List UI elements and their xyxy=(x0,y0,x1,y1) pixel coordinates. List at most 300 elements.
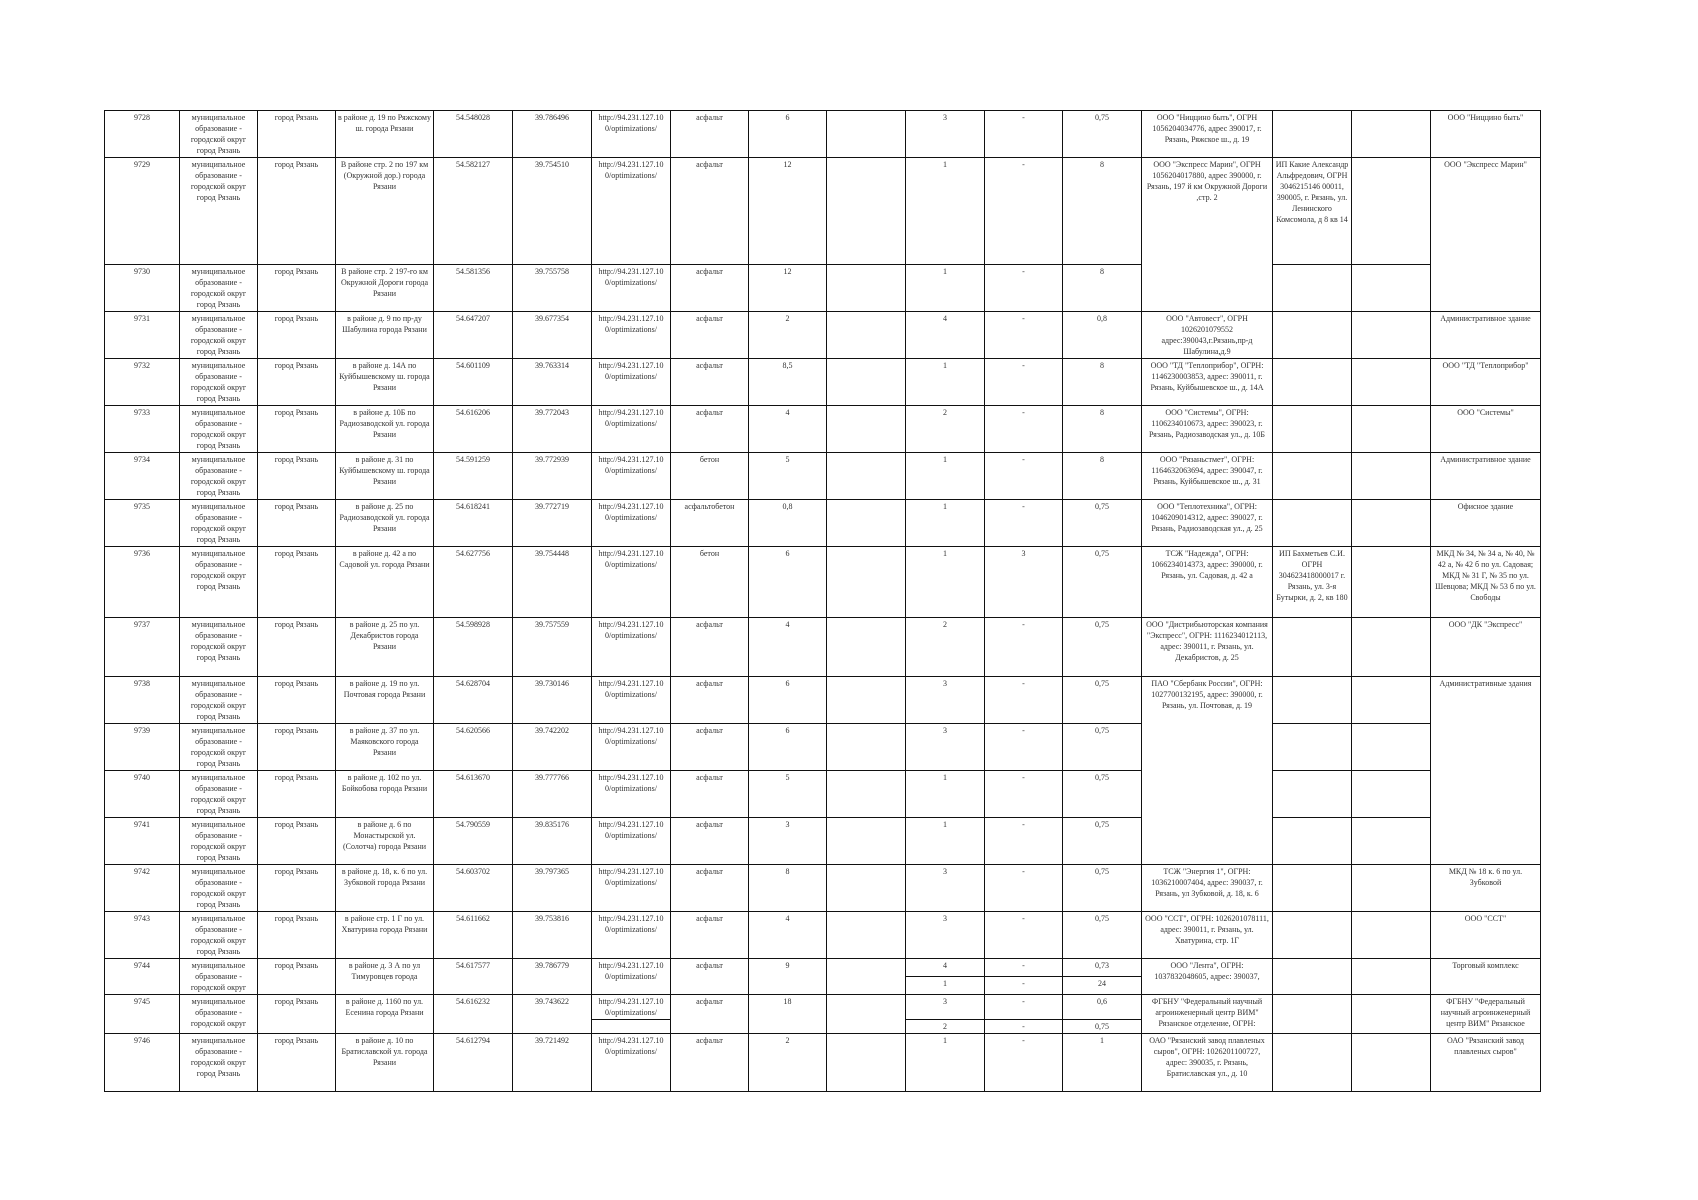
planned-cell: - xyxy=(985,959,1063,977)
area-cell: 6 xyxy=(749,724,827,771)
municipality-cell: муниципальное образование - городской округ город Рязань xyxy=(180,158,258,265)
area-cell: 6 xyxy=(749,547,827,618)
area-cell: 6 xyxy=(749,677,827,724)
url-cell: http://94.231.127.10 0/optimizations/ xyxy=(592,995,671,1020)
empty-cell xyxy=(1352,453,1431,500)
planned-cell: - xyxy=(985,977,1063,995)
city-cell: город Рязань xyxy=(258,406,336,453)
longitude-cell: 39.754510 xyxy=(513,158,592,265)
cover-cell: асфальт xyxy=(671,865,749,912)
planned-cell: 3 xyxy=(985,547,1063,618)
source-cell: Административное здание xyxy=(1431,453,1541,500)
volume-cell: 0,75 xyxy=(1063,818,1142,865)
owner-cell: ООО "Лента", ОГРН: 1037832048605, адрес: 390037, xyxy=(1142,959,1273,995)
planned-cell: - xyxy=(985,912,1063,959)
longitude-cell: 39.721492 xyxy=(513,1034,592,1092)
table-row xyxy=(105,500,1541,547)
source-cell: ОАО "Рязанский завод плавленых сыров" xyxy=(1431,1034,1541,1092)
source-cell: МКД № 34, № 34 а, № 40, № 42 а, № 42 б по ул. Садовая; МКД № 31 Г, № 35 по ул. Шевцова; МКД № 53 б по ул. Свободы xyxy=(1431,547,1541,618)
table-row xyxy=(105,995,1541,1020)
cover-cell: асфальт xyxy=(671,406,749,453)
empty-cell xyxy=(827,359,906,406)
city-cell: город Рязань xyxy=(258,912,336,959)
url-cell: http://94.231.127.10 0/optimizations/ xyxy=(592,959,671,995)
volume-cell: 0,8 xyxy=(1063,312,1142,359)
empty-cell xyxy=(827,312,906,359)
empty-cell xyxy=(1352,995,1431,1034)
row-number: 9744 xyxy=(105,959,180,995)
latitude-cell: 54.591259 xyxy=(434,453,513,500)
empty-cell xyxy=(827,959,906,995)
latitude-cell: 54.617577 xyxy=(434,959,513,995)
longitude-cell: 39.797365 xyxy=(513,865,592,912)
containers-cell: 1 xyxy=(906,547,985,618)
table-row xyxy=(105,158,1541,265)
empty-cell xyxy=(592,1020,671,1034)
latitude-cell: 54.582127 xyxy=(434,158,513,265)
volume-cell: 0,75 xyxy=(1063,618,1142,677)
address-cell: в районе д. 1160 по ул. Есенина города Рязани xyxy=(336,995,434,1034)
row-number: 9729 xyxy=(105,158,180,265)
volume-cell: 8 xyxy=(1063,406,1142,453)
cover-cell: асфальт xyxy=(671,959,749,995)
url-cell: http://94.231.127.10 0/optimizations/ xyxy=(592,453,671,500)
row-number: 9746 xyxy=(105,1034,180,1092)
ip-cell xyxy=(1273,959,1352,995)
planned-cell: - xyxy=(985,618,1063,677)
empty-cell xyxy=(1352,111,1431,158)
planned-cell: - xyxy=(985,1020,1063,1034)
planned-cell: - xyxy=(985,406,1063,453)
longitude-cell: 39.742202 xyxy=(513,724,592,771)
row-number: 9741 xyxy=(105,818,180,865)
url-cell: http://94.231.127.10 0/optimizations/ xyxy=(592,111,671,158)
volume-cell: 0,73 xyxy=(1063,959,1142,977)
ip-cell xyxy=(1273,995,1352,1034)
empty-cell xyxy=(1352,1034,1431,1092)
containers-cell: 4 xyxy=(906,312,985,359)
source-cell: ООО "ССТ" xyxy=(1431,912,1541,959)
empty-cell xyxy=(827,865,906,912)
empty-cell xyxy=(827,724,906,771)
area-cell: 5 xyxy=(749,771,827,818)
area-cell: 9 xyxy=(749,959,827,995)
latitude-cell: 54.627756 xyxy=(434,547,513,618)
ip-cell xyxy=(1273,406,1352,453)
ip-cell xyxy=(1273,500,1352,547)
table-row xyxy=(105,865,1541,912)
city-cell: город Рязань xyxy=(258,500,336,547)
cover-cell: асфальт xyxy=(671,912,749,959)
city-cell: город Рязань xyxy=(258,995,336,1034)
latitude-cell: 54.620566 xyxy=(434,724,513,771)
empty-cell xyxy=(1352,724,1431,771)
row-number: 9733 xyxy=(105,406,180,453)
table-row xyxy=(105,618,1541,677)
latitude-cell: 54.611662 xyxy=(434,912,513,959)
cover-cell: асфальт xyxy=(671,1034,749,1092)
longitude-cell: 39.786496 xyxy=(513,111,592,158)
source-cell: Торговый комплекс xyxy=(1431,959,1541,995)
containers-cell: 3 xyxy=(906,865,985,912)
volume-cell: 8 xyxy=(1063,158,1142,265)
empty-cell xyxy=(1352,677,1431,724)
table-row xyxy=(105,724,1541,771)
municipality-cell: муниципальное образование - городской округ город Рязань xyxy=(180,547,258,618)
volume-cell: 0,75 xyxy=(1063,912,1142,959)
containers-cell: 3 xyxy=(906,677,985,724)
ip-cell: ИП Бахметьев С.И. ОГРН 304623418000017 г. Рязань, ул. 3-я Бутырки, д. 2, кв 180 xyxy=(1273,547,1352,618)
area-cell: 4 xyxy=(749,406,827,453)
latitude-cell: 54.616232 xyxy=(434,995,513,1034)
containers-cell: 4 xyxy=(906,959,985,977)
planned-cell: - xyxy=(985,771,1063,818)
table-row xyxy=(105,1034,1541,1092)
empty-cell xyxy=(827,818,906,865)
ip-cell xyxy=(1273,771,1352,818)
cover-cell: асфальтобетон xyxy=(671,500,749,547)
planned-cell: - xyxy=(985,724,1063,771)
owner-cell: ООО "Автовест", ОГРН 1026201079552 адрес:390043,г.Рязань,пр-д Шабулина,д.9 xyxy=(1142,312,1273,359)
municipality-cell: муниципальное образование - городской округ город Рязань xyxy=(180,500,258,547)
longitude-cell: 39.677354 xyxy=(513,312,592,359)
empty-cell xyxy=(1352,771,1431,818)
empty-cell xyxy=(827,158,906,265)
longitude-cell: 39.772043 xyxy=(513,406,592,453)
volume-cell: 0,75 xyxy=(1063,865,1142,912)
url-cell: http://94.231.127.10 0/optimizations/ xyxy=(592,912,671,959)
latitude-cell: 54.790559 xyxy=(434,818,513,865)
containers-cell: 2 xyxy=(906,1020,985,1034)
empty-cell xyxy=(1352,312,1431,359)
containers-cell: 2 xyxy=(906,406,985,453)
municipality-cell: муниципальное образование - городской округ город Рязань xyxy=(180,771,258,818)
area-cell: 18 xyxy=(749,995,827,1034)
empty-cell xyxy=(1352,158,1431,265)
planned-cell: - xyxy=(985,312,1063,359)
empty-cell xyxy=(1352,500,1431,547)
empty-cell xyxy=(1352,865,1431,912)
table-row xyxy=(105,406,1541,453)
address-cell: В районе стр. 2 по 197 км (Окружной дор.) города Рязани xyxy=(336,158,434,265)
containers-cell: 3 xyxy=(906,995,985,1020)
empty-cell xyxy=(1352,406,1431,453)
municipality-cell: муниципальное образование - городской округ xyxy=(180,959,258,995)
empty-cell xyxy=(1352,912,1431,959)
url-cell: http://94.231.127.10 0/optimizations/ xyxy=(592,771,671,818)
empty-cell xyxy=(827,677,906,724)
containers-cell: 1 xyxy=(906,158,985,265)
source-cell: ООО "Ниццино быть" xyxy=(1431,111,1541,158)
owner-cell: ООО "ССТ", ОГРН: 1026201078111, адрес: 390011, г. Рязань, ул. Хватурина, стр. 1Г xyxy=(1142,912,1273,959)
table-row xyxy=(105,312,1541,359)
longitude-cell: 39.753816 xyxy=(513,912,592,959)
longitude-cell: 39.755758 xyxy=(513,265,592,312)
source-cell: МКД № 18 к. 6 по ул. Зубковой xyxy=(1431,865,1541,912)
volume-cell: 0,75 xyxy=(1063,500,1142,547)
row-number: 9738 xyxy=(105,677,180,724)
ip-cell xyxy=(1273,265,1352,312)
url-cell: http://94.231.127.10 0/optimizations/ xyxy=(592,677,671,724)
longitude-cell: 39.754448 xyxy=(513,547,592,618)
containers-cell: 1 xyxy=(906,453,985,500)
ip-cell xyxy=(1273,677,1352,724)
address-cell: в районе д. 37 по ул. Маяковского города Рязани xyxy=(336,724,434,771)
planned-cell: - xyxy=(985,453,1063,500)
latitude-cell: 54.601109 xyxy=(434,359,513,406)
empty-cell xyxy=(1352,359,1431,406)
longitude-cell: 39.730146 xyxy=(513,677,592,724)
row-number: 9742 xyxy=(105,865,180,912)
city-cell: город Рязань xyxy=(258,265,336,312)
address-cell: в районе д. 6 по Монастырской ул. (Солотча) города Рязани xyxy=(336,818,434,865)
volume-cell: 0,75 xyxy=(1063,771,1142,818)
longitude-cell: 39.772939 xyxy=(513,453,592,500)
planned-cell: - xyxy=(985,158,1063,265)
address-cell: в районе д. 14А по Куйбышевскому ш. города Рязани xyxy=(336,359,434,406)
empty-cell xyxy=(1352,618,1431,677)
area-cell: 4 xyxy=(749,912,827,959)
empty-cell xyxy=(827,618,906,677)
url-cell: http://94.231.127.10 0/optimizations/ xyxy=(592,818,671,865)
empty-cell xyxy=(827,406,906,453)
ip-cell xyxy=(1273,818,1352,865)
source-cell: Административные здания xyxy=(1431,677,1541,865)
area-cell: 4 xyxy=(749,618,827,677)
owner-cell: ООО "Ниццино быть", ОГРН 1056204034776, адрес 390017, г. Рязань, Ряжское ш., д. 19 xyxy=(1142,111,1273,158)
cover-cell: асфальт xyxy=(671,265,749,312)
municipality-cell: муниципальное образование - городской округ город Рязань xyxy=(180,818,258,865)
latitude-cell: 54.613670 xyxy=(434,771,513,818)
owner-cell: ТСЖ "Надежда", ОГРН: 1066234014373, адрес: 390000, г. Рязань, ул. Садовая, д. 42 а xyxy=(1142,547,1273,618)
table-row xyxy=(105,265,1541,312)
address-cell: в районе д. 31 по Куйбышевскому ш. города Рязани xyxy=(336,453,434,500)
row-number: 9730 xyxy=(105,265,180,312)
cover-cell: асфальт xyxy=(671,995,749,1034)
source-cell: ООО "ДК "Экспресс" xyxy=(1431,618,1541,677)
owner-cell: ООО "Теплотехника", ОГРН: 1046209014312, адрес: 390027, г. Рязань, Радиозаводская ул., д. 25 xyxy=(1142,500,1273,547)
url-cell: http://94.231.127.10 0/optimizations/ xyxy=(592,359,671,406)
url-cell: http://94.231.127.10 0/optimizations/ xyxy=(592,500,671,547)
area-cell: 2 xyxy=(749,1034,827,1092)
city-cell: город Рязань xyxy=(258,111,336,158)
containers-cell: 1 xyxy=(906,818,985,865)
volume-cell: 1 xyxy=(1063,1034,1142,1092)
longitude-cell: 39.786779 xyxy=(513,959,592,995)
url-cell: http://94.231.127.10 0/optimizations/ xyxy=(592,724,671,771)
owner-cell: ОАО "Рязанский завод плавленых сыров", ОГРН: 1026201100727, адрес: 390035, г. Рязань, Братиславская ул., д. 10 xyxy=(1142,1034,1273,1092)
planned-cell: - xyxy=(985,265,1063,312)
municipality-cell: муниципальное образование - городской округ город Рязань xyxy=(180,865,258,912)
area-cell: 8 xyxy=(749,865,827,912)
cover-cell: асфальт xyxy=(671,724,749,771)
volume-cell: 0,75 xyxy=(1063,724,1142,771)
area-cell: 0,8 xyxy=(749,500,827,547)
empty-cell xyxy=(827,995,906,1034)
url-cell: http://94.231.127.10 0/optimizations/ xyxy=(592,865,671,912)
city-cell: город Рязань xyxy=(258,1034,336,1092)
owner-cell: ООО "Системы", ОГРН: 1106234010673, адрес: 390023, г. Рязань, Радиозаводская ул., д. 10Б xyxy=(1142,406,1273,453)
address-cell: в районе д. 19 по Ряжскому ш. города Рязани xyxy=(336,111,434,158)
owner-cell: ФГБНУ "Федеральный научный агроинженерный центр ВИМ" Рязанское отделение, ОГРН: xyxy=(1142,995,1273,1034)
area-cell: 3 xyxy=(749,818,827,865)
municipality-cell: муниципальное образование - городской округ город Рязань xyxy=(180,406,258,453)
empty-cell xyxy=(827,111,906,158)
containers-cell: 1 xyxy=(906,500,985,547)
municipality-cell: муниципальное образование - городской округ город Рязань xyxy=(180,618,258,677)
ip-cell xyxy=(1273,912,1352,959)
municipality-cell: муниципальное образование - городской округ город Рязань xyxy=(180,912,258,959)
table-row xyxy=(105,959,1541,977)
city-cell: город Рязань xyxy=(258,959,336,995)
row-number: 9743 xyxy=(105,912,180,959)
city-cell: город Рязань xyxy=(258,724,336,771)
ip-cell xyxy=(1273,618,1352,677)
planned-cell: - xyxy=(985,1034,1063,1092)
empty-cell xyxy=(1352,959,1431,995)
ip-cell xyxy=(1273,724,1352,771)
city-cell: город Рязань xyxy=(258,359,336,406)
owner-cell: ТСЖ "Энергия 1", ОГРН: 1036210007404, адрес: 390037, г. Рязань, ул Зубковой, д. 18, к. 6 xyxy=(1142,865,1273,912)
table-row xyxy=(105,111,1541,158)
address-cell: в районе д. 102 по ул. Бойкобова города Рязани xyxy=(336,771,434,818)
containers-cell: 1 xyxy=(906,1034,985,1092)
volume-cell: 0,6 xyxy=(1063,995,1142,1020)
address-cell: в районе д. 25 по Радиозаводской ул. города Рязани xyxy=(336,500,434,547)
row-number: 9731 xyxy=(105,312,180,359)
cover-cell: асфальт xyxy=(671,677,749,724)
source-cell: ФГБНУ "Федеральный научный агроинженерный центр ВИМ" Рязанское xyxy=(1431,995,1541,1034)
table-row xyxy=(105,771,1541,818)
latitude-cell: 54.581356 xyxy=(434,265,513,312)
owner-cell: ООО "ТД "Теплоприбор", ОГРН: 1146230003853, адрес: 390011, г. Рязань, Куйбышевское ш., д. 14А xyxy=(1142,359,1273,406)
address-cell: в районе д. 10Б по Радиозаводской ул. города Рязани xyxy=(336,406,434,453)
cover-cell: асфальт xyxy=(671,158,749,265)
latitude-cell: 54.548028 xyxy=(434,111,513,158)
longitude-cell: 39.743622 xyxy=(513,995,592,1034)
municipality-cell: муниципальное образование - городской округ город Рязань xyxy=(180,265,258,312)
municipality-cell: муниципальное образование - городской округ xyxy=(180,995,258,1034)
empty-cell xyxy=(1352,547,1431,618)
row-number: 9740 xyxy=(105,771,180,818)
municipality-cell: муниципальное образование - городской округ город Рязань xyxy=(180,724,258,771)
latitude-cell: 54.616206 xyxy=(434,406,513,453)
planned-cell: - xyxy=(985,818,1063,865)
volume-cell: 0,75 xyxy=(1063,547,1142,618)
row-number: 9734 xyxy=(105,453,180,500)
url-cell: http://94.231.127.10 0/optimizations/ xyxy=(592,1034,671,1092)
cover-cell: асфальт xyxy=(671,818,749,865)
url-cell: http://94.231.127.10 0/optimizations/ xyxy=(592,265,671,312)
empty-cell xyxy=(827,547,906,618)
empty-cell xyxy=(827,912,906,959)
owner-cell: ООО "Экспресс Марин", ОГРН 1056204017880, адрес 390000, г. Рязань, 197 й км Окружной Дороги ,стр. 2 xyxy=(1142,158,1273,312)
row-number: 9728 xyxy=(105,111,180,158)
area-cell: 6 xyxy=(749,111,827,158)
volume-cell: 0,75 xyxy=(1063,111,1142,158)
area-cell: 5 xyxy=(749,453,827,500)
address-cell: в районе д. 3 А по ул Тимуровцев города xyxy=(336,959,434,995)
url-cell: http://94.231.127.10 0/optimizations/ xyxy=(592,618,671,677)
address-cell: В районе стр. 2 197-го км Окружной Дороги города Рязани xyxy=(336,265,434,312)
volume-cell: 8 xyxy=(1063,453,1142,500)
ip-cell xyxy=(1273,453,1352,500)
cover-cell: асфальт xyxy=(671,771,749,818)
address-cell: в районе стр. 1 Г по ул. Хватурина города Рязани xyxy=(336,912,434,959)
containers-cell: 2 xyxy=(906,618,985,677)
volume-cell: 0,75 xyxy=(1063,1020,1142,1034)
municipality-cell: муниципальное образование - городской округ город Рязань xyxy=(180,677,258,724)
table-row xyxy=(105,818,1541,865)
address-cell: в районе д. 10 по Братиславской ул. города Рязани xyxy=(336,1034,434,1092)
ip-cell xyxy=(1273,111,1352,158)
volume-cell: 8 xyxy=(1063,359,1142,406)
owner-cell: ООО "Дистрибьюторская компания "Экспресс", ОГРН: 1116234012113, адрес: 390011, г. Рязань, ул. Декабристов, д. 25 xyxy=(1142,618,1273,677)
containers-cell: 1 xyxy=(906,977,985,995)
area-cell: 12 xyxy=(749,158,827,265)
owner-cell: ПАО "Сбербанк России", ОГРН: 1027700132195, адрес: 390000, г. Рязань, ул. Почтовая, д. 19 xyxy=(1142,677,1273,865)
city-cell: город Рязань xyxy=(258,312,336,359)
longitude-cell: 39.835176 xyxy=(513,818,592,865)
latitude-cell: 54.628704 xyxy=(434,677,513,724)
city-cell: город Рязань xyxy=(258,771,336,818)
empty-cell xyxy=(1352,818,1431,865)
planned-cell: - xyxy=(985,865,1063,912)
city-cell: город Рязань xyxy=(258,818,336,865)
url-cell: http://94.231.127.10 0/optimizations/ xyxy=(592,312,671,359)
city-cell: город Рязань xyxy=(258,677,336,724)
row-number: 9737 xyxy=(105,618,180,677)
planned-cell: - xyxy=(985,359,1063,406)
containers-cell: 3 xyxy=(906,111,985,158)
latitude-cell: 54.647207 xyxy=(434,312,513,359)
ip-cell xyxy=(1273,1034,1352,1092)
municipality-cell: муниципальное образование - городской округ город Рязань xyxy=(180,1034,258,1092)
table-row xyxy=(105,677,1541,724)
address-cell: в районе д. 19 по ул. Почтовая города Рязани xyxy=(336,677,434,724)
source-cell: ООО "ТД "Теплоприбор" xyxy=(1431,359,1541,406)
table-row xyxy=(105,453,1541,500)
longitude-cell: 39.777766 xyxy=(513,771,592,818)
planned-cell: - xyxy=(985,995,1063,1020)
latitude-cell: 54.618241 xyxy=(434,500,513,547)
cover-cell: асфальт xyxy=(671,111,749,158)
row-number: 9745 xyxy=(105,995,180,1034)
empty-cell xyxy=(827,453,906,500)
containers-cell: 3 xyxy=(906,724,985,771)
containers-cell: 1 xyxy=(906,771,985,818)
table-row xyxy=(105,547,1541,618)
containers-cell: 3 xyxy=(906,912,985,959)
city-cell: город Рязань xyxy=(258,158,336,265)
containers-cell: 1 xyxy=(906,359,985,406)
empty-cell xyxy=(827,500,906,547)
table-row xyxy=(105,359,1541,406)
address-cell: в районе д. 9 по пр-ду Шабулина города Рязани xyxy=(336,312,434,359)
longitude-cell: 39.772719 xyxy=(513,500,592,547)
city-cell: город Рязань xyxy=(258,618,336,677)
source-cell: Административное здание xyxy=(1431,312,1541,359)
ip-cell xyxy=(1273,865,1352,912)
ip-cell xyxy=(1273,312,1352,359)
area-cell: 8,5 xyxy=(749,359,827,406)
latitude-cell: 54.612794 xyxy=(434,1034,513,1092)
empty-cell xyxy=(827,1034,906,1092)
empty-cell xyxy=(827,771,906,818)
owner-cell: ООО "Рязаньстмет", ОГРН: 1164632063694, адрес: 390047, г. Рязань, Куйбышевское ш., д. 31 xyxy=(1142,453,1273,500)
address-cell: в районе д. 25 по ул. Декабристов города Рязани xyxy=(336,618,434,677)
address-cell: в районе д. 42 а по Садовой ул. города Рязани xyxy=(336,547,434,618)
